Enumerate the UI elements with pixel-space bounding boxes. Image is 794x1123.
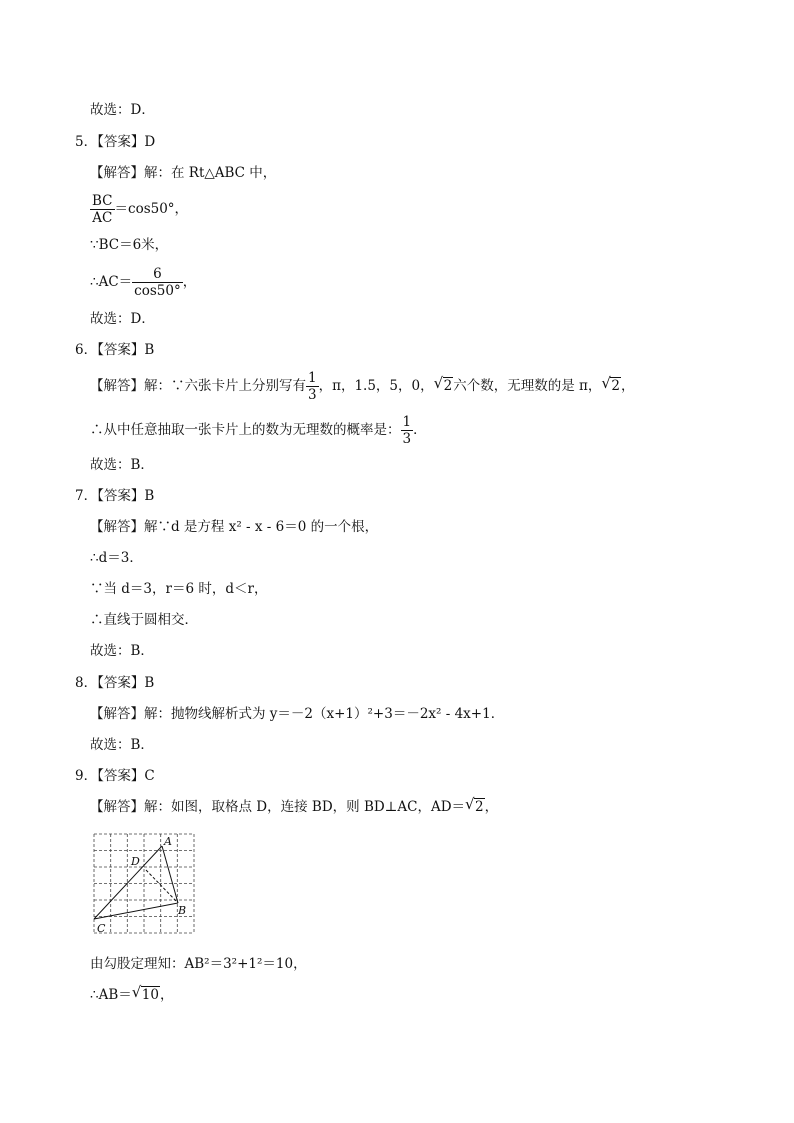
q6-answer-tag: 【答案】B: [97, 342, 155, 358]
q6-line1-end: ，: [620, 378, 635, 394]
q6-sqrt-a: [434, 376, 454, 396]
q5-ac-tail: ，: [182, 274, 197, 290]
q6-sqrt-b-value: 2: [611, 378, 620, 394]
q8-number: 8．: [75, 675, 98, 691]
q5-ac-den: cos50°: [134, 283, 181, 299]
q6-frac-num: 1: [308, 370, 317, 386]
q6-conclusion: 故选：B．: [90, 457, 154, 473]
q6-frac-den: 3: [308, 387, 317, 403]
q8-header: [75, 673, 154, 693]
q6-p-den: 3: [402, 431, 412, 447]
q7-answer-tag: 【答案】B: [97, 488, 155, 504]
q5-ratio-rhs: ＝cos50°，: [114, 201, 189, 217]
q8-line1: 【解答】解：抛物线解析式为 y＝－2（x+1）²+3＝－2x² - 4x+1．: [90, 706, 505, 722]
q9-ab-end: ，: [159, 987, 174, 1003]
q9-ab-line: [90, 985, 173, 1005]
q4-conclusion: 故选：D．: [90, 102, 155, 118]
q5-answer-tag: 【答案】D: [97, 134, 156, 150]
q9-header: [75, 766, 155, 786]
q6-line2-end: ．: [413, 422, 427, 438]
q8-answer-tag: 【答案】B: [97, 675, 155, 691]
q6-line1-prefix: 【解答】解：∵六张卡片上分别写有: [90, 378, 306, 394]
q7-number: 7．: [75, 488, 98, 504]
q5-ratio-fraction: [90, 193, 115, 226]
q6-sqrt-a-value: 2: [443, 378, 453, 394]
q5-ratio-num: BC: [92, 193, 113, 209]
label-b: B: [178, 904, 187, 917]
q6-line1-mid: ，π，1.5，5，0，: [318, 378, 434, 394]
label-a: A: [164, 835, 172, 848]
q5-ac-fraction: [132, 266, 183, 299]
q6-p-num: 1: [402, 414, 412, 430]
q7-line1: 【解答】解∵d 是方程 x² - x - 6＝0 的一个根，: [90, 519, 379, 535]
q9-line1-end: ，: [484, 799, 499, 815]
q9-line1-prefix: 【解答】解：如图，取格点 D，连接 BD，则 BD⊥AC，AD＝: [90, 799, 466, 815]
q6-fraction: [306, 370, 319, 403]
q9-number: 9．: [75, 768, 98, 784]
q5-ac-line: [90, 266, 196, 299]
q9-line1: [90, 797, 498, 817]
q6-line1: [90, 370, 634, 403]
q5-ratio-line: [90, 193, 188, 226]
q9-sqrt-ad: [465, 797, 485, 817]
q7-line3: ∵当 d＝3，r＝6 时，d＜r，: [90, 581, 268, 597]
q6-line2: [90, 414, 427, 447]
q9-sqrt-ad-value: 2: [475, 799, 484, 815]
label-c: C: [97, 922, 106, 935]
q7-line2: ∴d＝3．: [90, 550, 143, 566]
q5-ac-num: 6: [132, 266, 183, 283]
q6-header: [75, 340, 154, 360]
q8-conclusion: 故选：B．: [90, 737, 154, 753]
q9-sqrt-ab-value: 10: [141, 987, 159, 1003]
grid-figure-svg: [92, 832, 202, 938]
q5-number: 5．: [75, 134, 98, 150]
q6-probability: [401, 414, 414, 447]
q5-analysis-intro: 【解答】解：在 Rt△ABC 中，: [90, 165, 277, 181]
q6-line2-prefix: ∴从中任意抽取一张卡片上的数为无理数的概率是：: [90, 422, 401, 438]
q7-conclusion: 故选：B．: [90, 643, 154, 659]
q5-ratio-den: AC: [92, 210, 113, 226]
radical-sign-icon: √: [601, 374, 611, 392]
radical-sign-icon: √: [433, 374, 444, 392]
q6-number: 6．: [75, 342, 98, 358]
q7-line4: ∴直线于圆相交．: [90, 612, 198, 628]
q9-answer-tag: 【答案】C: [97, 768, 155, 784]
q6-sqrt-b: [601, 376, 621, 396]
q6-line1-mid2: 六个数，无理数的是 π，: [453, 378, 602, 394]
q5-given-bc: ∵BC＝6米，: [90, 237, 169, 253]
grid-figure: [92, 832, 202, 942]
q9-pythag: 由勾股定理知：AB²＝3²+1²＝10，: [90, 956, 307, 972]
q7-header: [75, 486, 154, 506]
q9-ab-prefix: ∴AB＝: [90, 987, 132, 1003]
radical-sign-icon: √: [131, 983, 142, 1001]
q5-ac-lhs: ∴AC＝: [90, 274, 133, 290]
q9-sqrt-ab: [132, 985, 160, 1005]
grid-lines: [94, 834, 194, 933]
label-d: D: [131, 855, 140, 868]
radical-sign-icon: √: [465, 795, 475, 813]
q5-conclusion: 故选：D．: [90, 311, 155, 327]
q5-header: [75, 132, 155, 152]
